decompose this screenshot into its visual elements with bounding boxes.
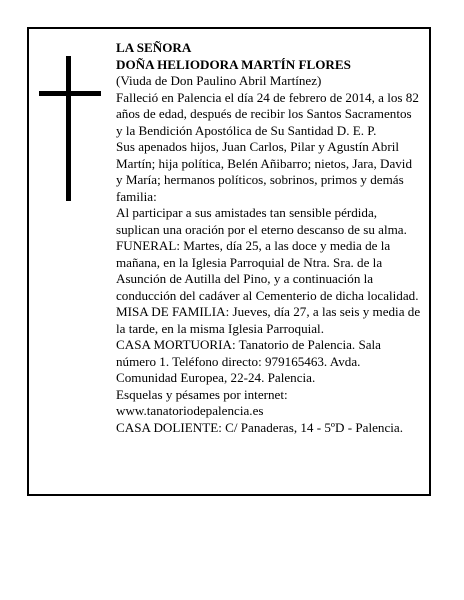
mortuary-paragraph: CASA MORTUORIA: Tanatorio de Palencia. Sala número 1. Teléfono directo: 979165463. Avda. Comunidad Europea, 22-24. Palencia. <box>116 337 381 385</box>
widow-of-line: (Viuda de Don Paulino Abril Martínez) <box>116 73 322 88</box>
cross-icon <box>39 56 101 201</box>
mourning-house-paragraph: CASA DOLIENTE: C/ Panaderas, 14 - 5ºD - Palencia. <box>116 419 403 435</box>
family-paragraph: Sus apenados hijos, Juan Carlos, Pilar y Agustín Abril Martín; hija política, Belén Añibarro; nietos, Jara, David y María; hermanos políticos, sobrinos, primos y demás familia: <box>116 139 412 204</box>
website-link[interactable]: www.tanatoriodepalencia.es <box>116 403 264 418</box>
obituary-text <box>116 40 421 436</box>
funeral-paragraph: FUNERAL: Martes, día 25, a las doce y media de la mañana, en la Iglesia Parroquial de Ntra. Sra. de la Asunción de Autilla del Pino, y a continuación la conducción del cadáver al Cementerio de dicha localidad. <box>116 238 419 303</box>
obituary-frame <box>27 27 431 496</box>
death-paragraph: Falleció en Palencia el día 24 de febrero de 2014, a los 82 años de edad, después de recibir los Santos Sacramentos y la Bendición Apostólica de Su Santidad D. E. P. <box>116 89 419 138</box>
cross-horizontal-bar <box>39 91 101 96</box>
cross-vertical-bar <box>66 56 71 201</box>
deceased-name: DOÑA HELIODORA MARTÍN FLORES <box>116 56 351 72</box>
family-mass-paragraph: MISA DE FAMILIA: Jueves, día 27, a las seis y media de la tarde, en la misma Iglesia Parroquial. <box>116 304 421 336</box>
notice-title: LA SEÑORA <box>116 40 192 55</box>
request-paragraph: Al participar a sus amistades tan sensible pérdida, suplican una oración por el eterno descanso de su alma. <box>116 205 407 237</box>
online-label: Esquelas y pésames por internet: <box>116 386 288 402</box>
